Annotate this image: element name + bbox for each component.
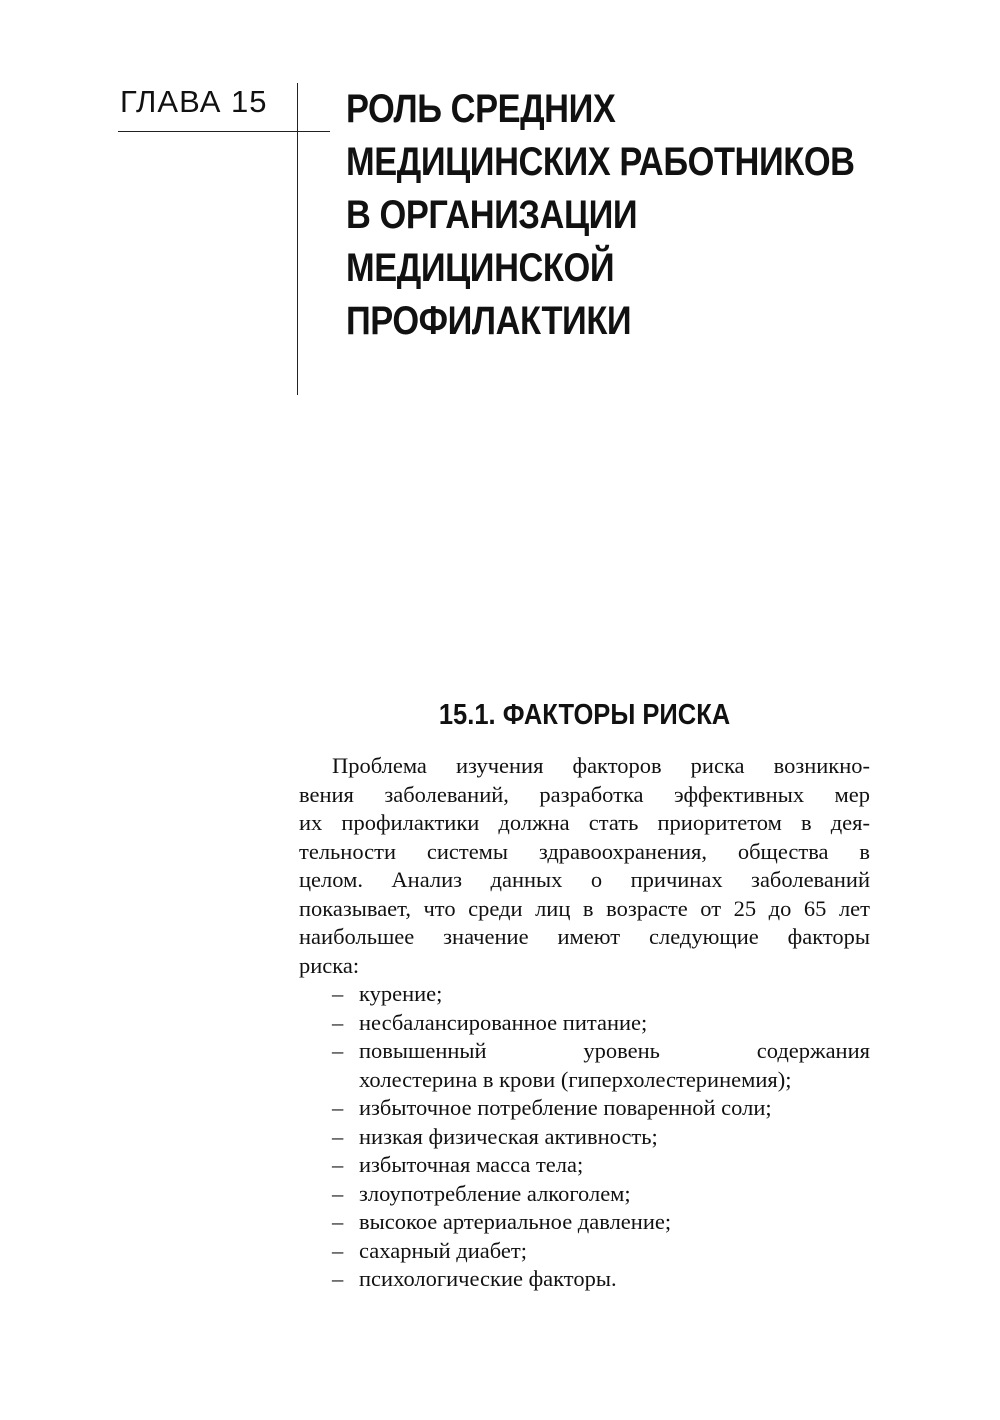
paragraph-line: их профилактики должна стать приоритетом в дея-: [299, 810, 870, 835]
list-dash: –: [332, 1237, 344, 1263]
list-item: [299, 1237, 870, 1266]
list-item-text: повышенный уровень содержания: [359, 1038, 870, 1063]
paragraph-line: тельности системы здравоохранения, общества в: [299, 838, 870, 864]
list-item-text: несбалансированное питание;: [359, 1009, 648, 1035]
chapter-label: ГЛАВА 15: [120, 84, 268, 119]
list-item: [299, 1009, 870, 1038]
list-dash: –: [332, 1266, 344, 1291]
list-item-text: сахарный диабет;: [359, 1237, 527, 1263]
list-dash: –: [332, 1180, 344, 1206]
intro-paragraph: [299, 752, 870, 980]
list-item-text: высокое артериальное давление;: [359, 1209, 672, 1234]
list-item-text: холестерина в крови (гиперхолестеринемия);: [359, 1066, 792, 1092]
paragraph-line: целом. Анализ данных о причинах заболеваний: [299, 867, 870, 892]
chapter-title-line: В ОРГАНИЗАЦИИ: [346, 193, 638, 237]
paragraph-line: Проблема изучения факторов риска возникно-: [332, 753, 870, 778]
list-item: [299, 1123, 870, 1152]
list-item-text: низкая физическая активность;: [359, 1123, 658, 1149]
chapter-title-line: МЕДИЦИНСКОЙ: [346, 246, 615, 290]
list-item-text: злоупотребление алкоголем;: [359, 1180, 631, 1206]
list-dash: –: [332, 1038, 344, 1063]
list-item: [299, 1208, 870, 1237]
list-item-text: избыточное потребление поваренной соли;: [359, 1095, 772, 1120]
section-body: [299, 752, 870, 1294]
paragraph-line: наибольшее значение имеют следующие факторы: [299, 924, 870, 949]
list-dash: –: [332, 1152, 344, 1177]
section-heading: [300, 698, 870, 732]
list-item: [299, 1265, 870, 1294]
list-dash: –: [332, 1009, 344, 1035]
list-item-text: курение;: [359, 981, 443, 1006]
list-item: [299, 1037, 870, 1094]
chapter-title-line: ПРОФИЛАКТИКИ: [346, 299, 632, 343]
list-dash: –: [332, 1209, 344, 1234]
list-item-text: психологические факторы.: [359, 1266, 617, 1291]
paragraph-line: показывает, что среди лиц в возрасте от 25 до 65 лет: [299, 895, 870, 921]
chapter-title: [346, 83, 855, 348]
list-item: [299, 980, 870, 1009]
list-item: [299, 1094, 870, 1123]
chapter-horizontal-rule: [118, 131, 330, 132]
paragraph-line: риска:: [299, 952, 360, 978]
list-dash: –: [332, 1123, 344, 1149]
list-item: [299, 1180, 870, 1209]
chapter-title-line: МЕДИЦИНСКИХ РАБОТНИКОВ: [346, 140, 855, 184]
paragraph-line: вения заболеваний, разработка эффективных мер: [299, 781, 870, 807]
list-item-text: избыточная масса тела;: [359, 1152, 584, 1177]
list-dash: –: [332, 981, 344, 1006]
chapter-title-line: РОЛЬ СРЕДНИХ: [346, 87, 616, 131]
list-item: [299, 1151, 870, 1180]
list-dash: –: [332, 1095, 344, 1120]
section-heading-text: 15.1. ФАКТОРЫ РИСКА: [439, 699, 731, 731]
risk-factor-list: [299, 980, 870, 1294]
chapter-vertical-rule: [297, 83, 298, 395]
